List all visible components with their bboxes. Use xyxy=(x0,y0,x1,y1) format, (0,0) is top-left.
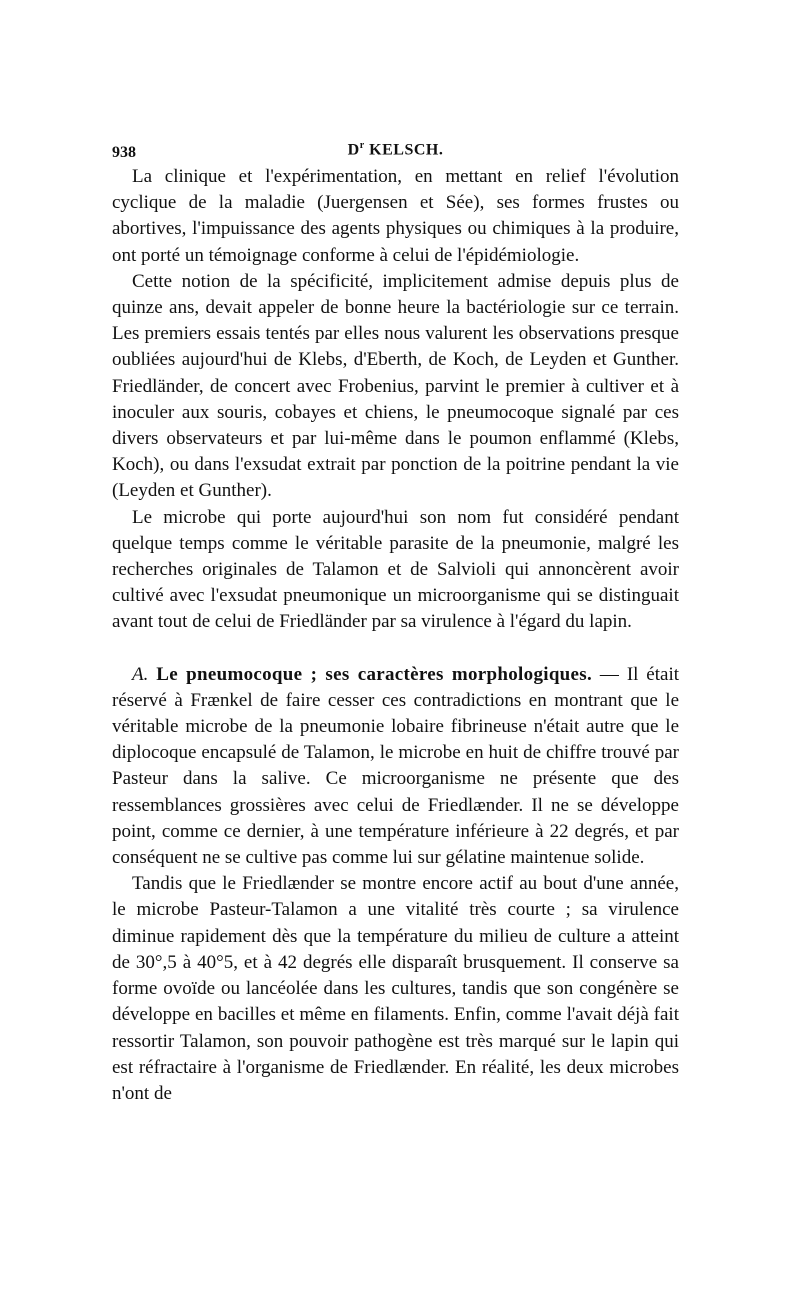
section-heading: Le pneumocoque ; ses caractères morphologiques. xyxy=(156,663,593,685)
page-header xyxy=(112,138,679,164)
running-head xyxy=(112,140,679,159)
section-dash: — xyxy=(592,663,619,685)
paragraph-specificite: Cette notion de la spécificité, implicitement admise depuis plus de quinze ans, devait appeler de bonne heure la bactériologie sur ce terrain. Les premiers essais tentés par elles nous valurent les observations presque oubliées aujourd'hui de Klebs, d'Eberth, de Koch, de Leyden et Gunther. Friedländer, de concert avec Frobenius, parvint le premier à cultiver et à inoculer aux souris, cobayes et chiens, le pneumocoque signalé par ces divers observateurs et par lui-même dans le poumon enflammé (Klebs, Koch), ou dans l'exsudat extrait par ponction de la poitrine pendant la vie (Leyden et Gunther). xyxy=(112,270,679,502)
section-spacer xyxy=(112,636,679,662)
author-name: KELSCH. xyxy=(364,141,444,159)
book-page xyxy=(112,138,679,1107)
section-intro: Il était réservé à Frænkel de faire cesser ces contradictions en montrant que le véritable microbe de la pneumonie lobaire fibrineuse n'était autre que le diplocoque encapsulé de Talamon, le microbe en huit de chiffre trouvé par Pasteur dans la salive. Ce microorganisme ne présente que des ressemblances grossières avec celui de Friedlænder. Il ne se développe point, comme ce dernier, à une température inférieure à 22 degrés, et par conséquent ne se cultive pas comme lui sur gélatine maintenue solide. xyxy=(112,663,680,869)
author-prefix: D xyxy=(347,141,360,159)
section-paragraph xyxy=(112,662,679,872)
author-prefix-superscript: r xyxy=(359,140,365,151)
paragraph-clinique: La clinique et l'expérimentation, en mettant en relief l'évolution cyclique de la maladie (Juergensen et Sée), ses formes frustes ou abortives, l'impuissance des agents physiques ou chimiques à la produire, ont porté un témoignage conforme à celui de l'épidémiologie. xyxy=(112,166,679,266)
paragraph-microbe: Le microbe qui porte aujourd'hui son nom fut considéré pendant quelque temps comme le véritable parasite de la pneumonie, malgré les recherches originales de Talamon et de Salvioli qui annoncèrent avoir cultivé avec l'exsudat pneumonique un microorganisme qui se distinguait avant tout de celui de Friedländer par sa virulence à l'égard du lapin. xyxy=(112,506,679,633)
page-number: 938 xyxy=(112,144,136,161)
paragraph-friedlaender: Tandis que le Friedlænder se montre encore actif au bout d'une année, le microbe Pasteur-Talamon a une vitalité très courte ; sa virulence diminue rapidement dès que la température du milieu de culture a atteint de 30°,5 à 40°5, et à 42 degrés elle disparaît brusquement. Il conserve sa forme ovoïde ou lancéolée dans les cultures, tandis que son congénère se développe en bacilles et même en filaments. Enfin, comme l'avait déjà fait ressortir Talamon, son pouvoir pathogène est très marqué sur le lapin qui est réfractaire à l'organisme de Friedlænder. En réalité, les deux microbes n'ont de xyxy=(112,873,679,1104)
section-label: A. xyxy=(132,663,149,685)
